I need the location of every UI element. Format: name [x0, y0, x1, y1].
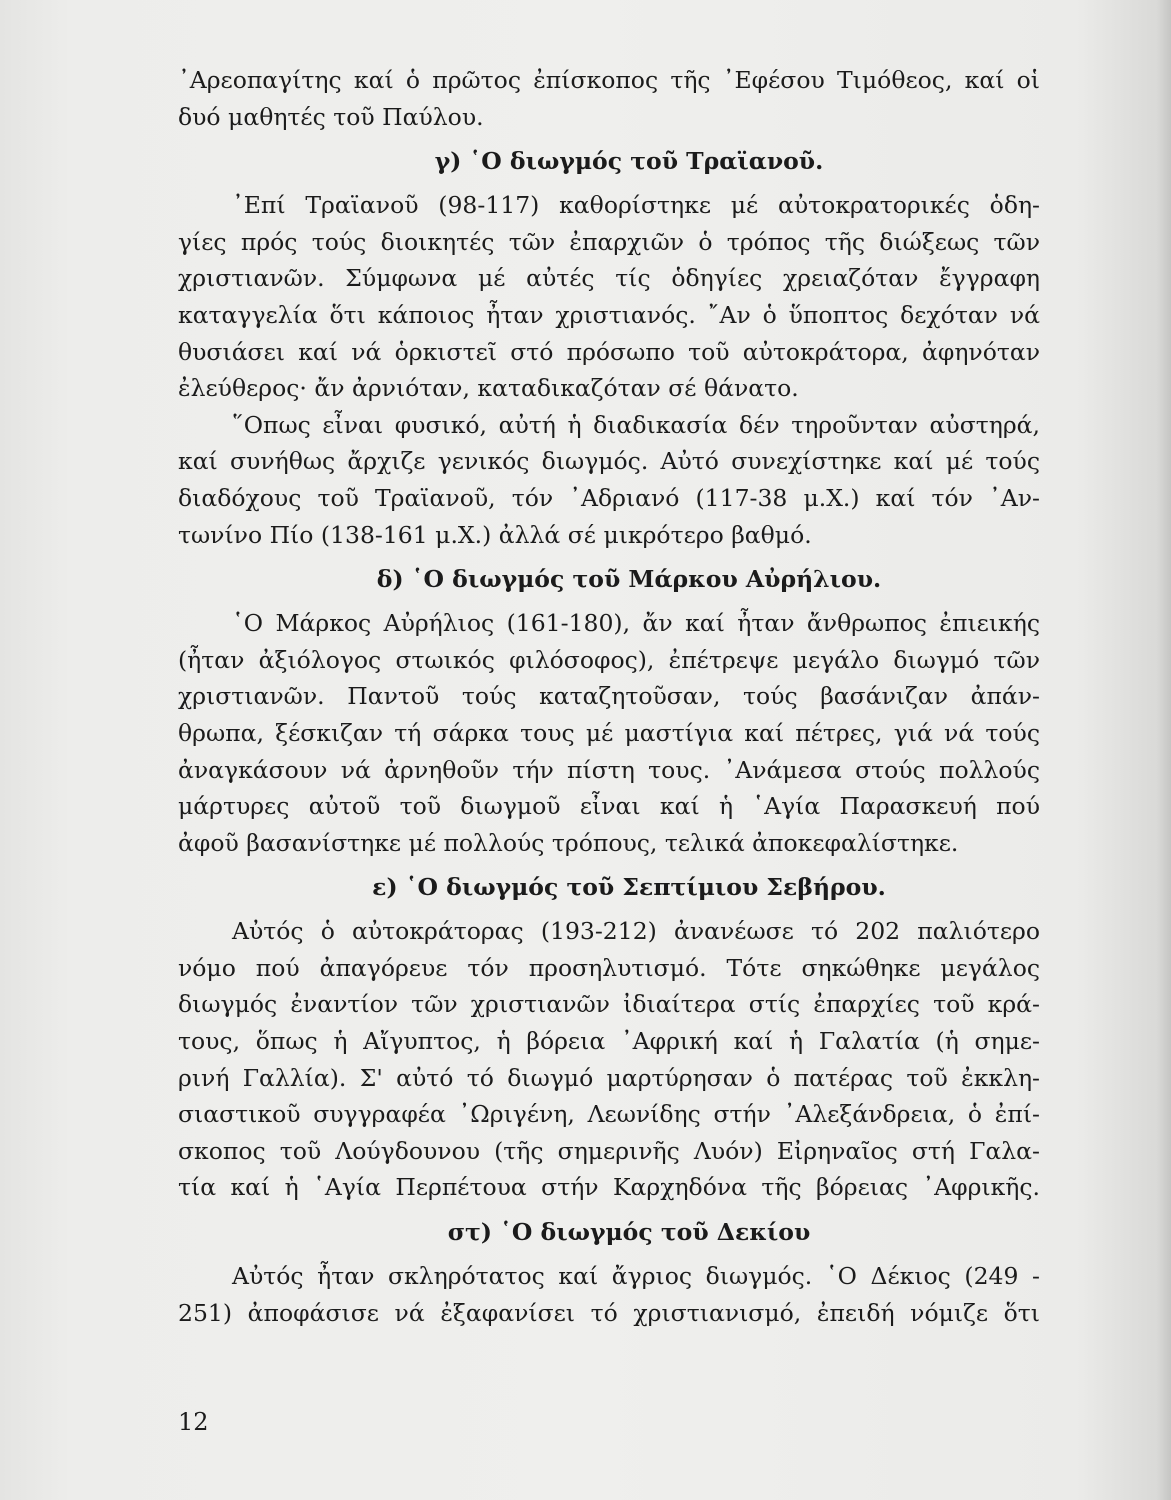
section-heading-decius: στ) ῾Ο διωγμός τοῦ Δεκίου — [447, 1218, 811, 1247]
text-line: (ἦταν ἀξιόλογος στωικός φιλόσοφος), ἐπέτρεψε μεγάλο διωγμό τῶν — [178, 645, 1040, 674]
text-line: δυό μαθητές τοῦ Παύλου. — [178, 102, 484, 131]
page-text — [178, 62, 1040, 1331]
text-line: σιαστικοῦ συγγραφέα ᾿Ωριγένη, Λεωνίδης στήν ᾿Αλεξάνδρεια, ὁ ἐπί- — [178, 1100, 1040, 1129]
text-line: σκοπος τοῦ Λούγδουνου (τῆς σημερινῆς Λυόν) Εἰρηναῖος στή Γαλα- — [178, 1136, 1040, 1165]
text-line: Αὐτός ἦταν σκληρότατος καί ἄγριος διωγμός. ῾Ο Δέκιος (249 - — [232, 1262, 1040, 1291]
text-line: νόμο πού ἀπαγόρευε τόν προσηλυτισμό. Τότε σηκώθηκε μεγάλος — [178, 953, 1040, 982]
text-line: διωγμός ἐναντίον τῶν χριστιανῶν ἰδιαίτερα στίς ἐπαρχίες τοῦ κρά- — [178, 990, 1040, 1019]
text-line: ἀναγκάσουν νά ἀρνηθοῦν τήν πίστη τους. ᾿Ανάμεσα στούς πολλούς — [178, 755, 1040, 784]
text-line: ᾿Επί Τραϊανοῦ (98-117) καθορίστηκε μέ αὐτοκρατορικές ὁδη- — [232, 191, 1040, 220]
page-number: 12 — [178, 1408, 209, 1436]
text-line: τους, ὅπως ἡ Αἴγυπτος, ἡ βόρεια ᾿Αφρική καί ἡ Γαλατία (ἡ σημε- — [178, 1027, 1040, 1056]
text-line: χριστιανῶν. Σύμφωνα μέ αὐτές τίς ὁδηγίες χρειαζόταν ἔγγραφη — [178, 264, 1040, 293]
text-line: διαδόχους τοῦ Τραϊανοῦ, τόν ᾿Αδριανό (117-38 μ.Χ.) καί τόν ᾿Αν- — [178, 483, 1040, 512]
text-line: μάρτυρες αὐτοῦ τοῦ διωγμοῦ εἶναι καί ἡ ῾Αγία Παρασκευή πού — [178, 792, 1040, 821]
text-line: ἐλεύθερος· ἄν ἀρνιόταν, καταδικαζόταν σέ θάνατο. — [178, 374, 799, 403]
page-edge-shadow — [1157, 0, 1171, 1500]
section-heading-marcus: δ) ῾Ο διωγμός τοῦ Μάρκου Αὐρήλιου. — [376, 565, 882, 594]
text-line: καί συνήθως ἄρχιζε γενικός διωγμός. Αὐτό συνεχίστηκε καί μέ τούς — [178, 447, 1040, 476]
text-line: ῾Ο Μάρκος Αὐρήλιος (161-180), ἄν καί ἦταν ἄνθρωπος ἐπιεικής — [232, 609, 1040, 638]
section-heading-trajan: γ) ῾Ο διωγμός τοῦ Τραϊανοῦ. — [434, 147, 824, 176]
text-line: Αὐτός ὁ αὐτοκράτορας (193-212) ἀνανέωσε τό 202 παλιότερο — [232, 917, 1040, 946]
text-line: 251) ἀποφάσισε νά ἐξαφανίσει τό χριστιανισμό, ἐπειδή νόμιζε ὅτι — [178, 1298, 1040, 1327]
section-heading-severus: ε) ῾Ο διωγμός τοῦ Σεπτίμιου Σεβήρου. — [372, 873, 886, 902]
text-line: γίες πρός τούς διοικητές τῶν ἐπαρχιῶν ὁ τρόπος τῆς διώξεως τῶν — [178, 227, 1040, 256]
text-line: τία καί ἡ ῾Αγία Περπέτουα στήν Καρχηδόνα τῆς βόρειας ᾿Αφρικῆς. — [178, 1173, 1040, 1202]
text-line: ρινή Γαλλία). Σ' αὐτό τό διωγμό μαρτύρησαν ὁ πατέρας τοῦ ἐκκλη- — [178, 1063, 1040, 1092]
text-line: τωνίνο Πίο (138-161 μ.Χ.) ἀλλά σέ μικρότερο βαθμό. — [178, 520, 812, 549]
text-line: ἀφοῦ βασανίστηκε μέ πολλούς τρόπους, τελικά ἀποκεφαλίστηκε. — [178, 828, 959, 857]
text-line: χριστιανῶν. Παντοῦ τούς καταζητοῦσαν, τούς βασάνιζαν ἀπάν- — [178, 682, 1040, 711]
text-line: θυσιάσει καί νά ὁρκιστεῖ στό πρόσωπο τοῦ αὐτοκράτορα, ἀφηνόταν — [178, 337, 1040, 366]
text-line: καταγγελία ὅτι κάποιος ἦταν χριστιανός. ῎Αν ὁ ὕποπτος δεχόταν νά — [178, 300, 1040, 329]
text-line: ᾿Αρεοπαγίτης καί ὁ πρῶτος ἐπίσκοπος τῆς ᾿Εφέσου Τιμόθεος, καί οἱ — [178, 66, 1040, 94]
text-line: θρωπα, ξέσκιζαν τή σάρκα τους μέ μαστίγια καί πέτρες, γιά νά τούς — [178, 718, 1040, 747]
text-line: ῞Οπως εἶναι φυσικό, αὐτή ἡ διαδικασία δέν τηροῦνταν αὐστηρά, — [232, 410, 1040, 439]
